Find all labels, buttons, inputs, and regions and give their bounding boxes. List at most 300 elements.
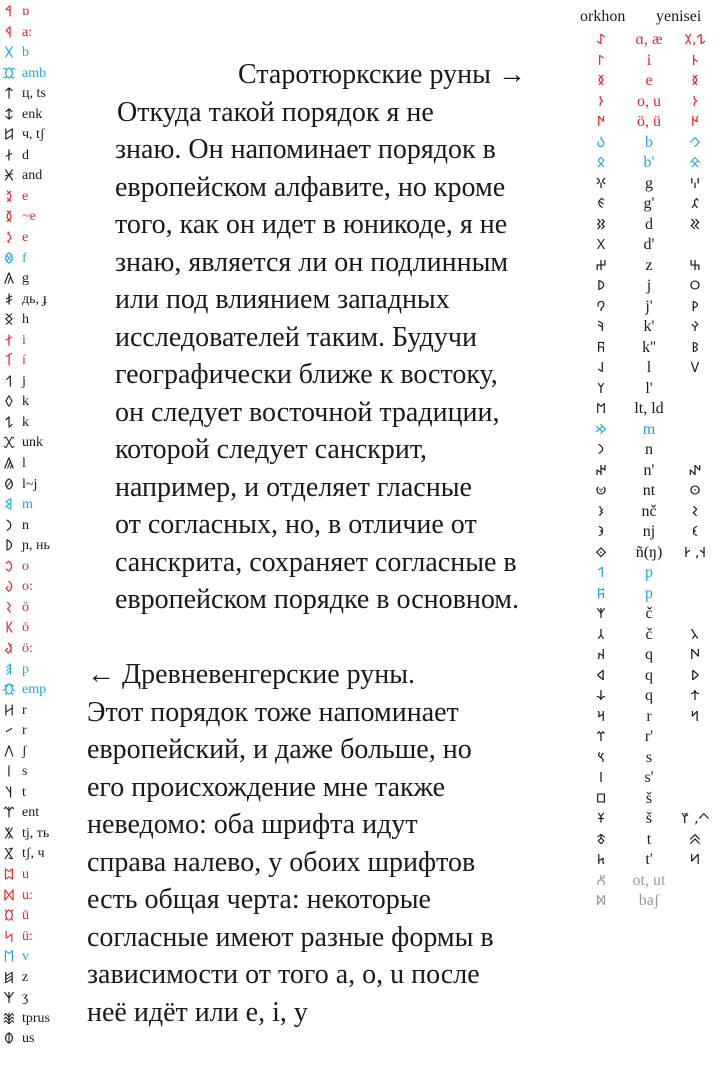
- rune-value: q: [645, 666, 653, 684]
- yenisei-glyph: 𐱄: [689, 831, 701, 848]
- yenisei-glyph: 𐱀, 𐱂: [680, 811, 710, 827]
- list-item: [2, 783, 92, 804]
- yenisei-glyph: 𐰝: [691, 339, 699, 356]
- orkhon-glyph: 𐰿: [595, 790, 607, 807]
- table-row: [580, 830, 720, 851]
- table-row: [580, 440, 720, 461]
- rune-value: ö: [22, 620, 29, 636]
- rune-value: nj: [642, 523, 656, 540]
- orkhon-glyph: 𐰅: [597, 73, 605, 89]
- yenisei-glyph: 𐰹: [690, 688, 700, 704]
- table-row: [580, 317, 720, 338]
- rune-value: r: [646, 707, 652, 725]
- old-hungarian-rune-list: [2, 2, 92, 1050]
- text-line: справа налево, у обоих шрифтов: [87, 846, 476, 878]
- list-item: [2, 290, 92, 311]
- rune-value: q: [645, 646, 653, 663]
- rune-value: and: [22, 168, 43, 184]
- table-row: [580, 584, 720, 605]
- orkhon-header: orkhon: [580, 8, 626, 25]
- orkhon-glyph: 𐰞: [597, 360, 605, 376]
- orkhon-glyph: 𐰍: [595, 175, 607, 192]
- yenisei-glyph: 𐰈: [690, 114, 700, 130]
- table-row: [580, 153, 720, 174]
- rune-value: t': [645, 851, 653, 868]
- orkhon-glyph: 𐰑: [596, 216, 606, 233]
- yenisei-glyph: 𐰥: [688, 462, 702, 479]
- rune-value: o:: [22, 579, 33, 595]
- orkhon-glyph: 𐰸: [596, 688, 606, 704]
- rune-value: lt, ld: [634, 400, 664, 417]
- yenisei-glyph: 𐰎: [689, 175, 701, 192]
- text-line: европейском алфавите, но кроме: [115, 171, 506, 203]
- orkhon-glyph: 𐰀: [596, 32, 606, 48]
- list-item: [2, 125, 92, 146]
- rune-glyph: 𐲔: [5, 414, 13, 430]
- rune-value: p: [22, 661, 29, 677]
- text-line: ← Древневенгерские руны.: [87, 659, 416, 690]
- yenisei-glyph: 𐰆: [692, 93, 698, 110]
- rune-value: e: [645, 72, 653, 89]
- orkhon-glyph: 𐰾: [598, 770, 604, 786]
- rune-value: u: [22, 866, 29, 882]
- rune-value: n: [645, 441, 653, 458]
- rune-glyph: 𐲈: [4, 168, 14, 184]
- orkhon-glyph: 𐰋: [596, 155, 606, 171]
- paragraph-hungarian: [87, 656, 570, 1031]
- rune-value: l~j: [22, 476, 38, 492]
- rune-glyph: 𐲤: [4, 743, 14, 759]
- rune-value: g: [22, 271, 29, 287]
- table-row: [580, 522, 720, 543]
- orkhon-glyph: 𐰺: [596, 708, 606, 725]
- table-row: [580, 174, 720, 195]
- rune-value: ~e: [22, 209, 36, 225]
- rune-value: unk: [22, 435, 43, 451]
- rune-glyph: 𐲄: [4, 86, 14, 102]
- rune-value: j: [646, 277, 652, 294]
- yenisei-glyph: 𐰗: [689, 278, 701, 294]
- list-item: [2, 947, 92, 968]
- rune-value: p: [645, 564, 653, 581]
- rune-value: k'': [642, 338, 656, 356]
- list-item: [2, 988, 92, 1009]
- rune-glyph: 𐲉: [5, 188, 13, 204]
- rune-value: í: [22, 353, 26, 369]
- table-row: [580, 399, 720, 420]
- rune-glyph: 𐲙: [5, 517, 13, 533]
- orkhon-glyph: 𐰖: [596, 278, 606, 294]
- list-item: [2, 433, 92, 454]
- yenisei-glyph: 𐰻: [690, 708, 700, 725]
- list-item: [2, 824, 92, 845]
- yenisei-glyph: 𐰳: [691, 626, 699, 643]
- orkhon-glyph: 𐰡: [595, 401, 607, 417]
- title-old-turkic: Старотюркские руны →: [238, 59, 526, 90]
- rune-value: d: [645, 215, 653, 233]
- rune-value: nt: [642, 482, 656, 499]
- text-line: например, и отделяет гласные: [115, 471, 472, 503]
- list-item: [2, 742, 92, 763]
- paragraph-turkic: [115, 56, 570, 619]
- list-item: [2, 762, 92, 783]
- list-item: [2, 166, 92, 187]
- text-line: исследователей таким. Будучи: [115, 321, 477, 353]
- yenisei-glyph: 𐰧: [689, 483, 701, 499]
- list-item: [2, 598, 92, 619]
- rune-value: f: [22, 250, 27, 266]
- rune-value: r: [22, 723, 27, 739]
- rune-value: o: [22, 558, 29, 574]
- rune-glyph: 𐲟: [4, 640, 14, 656]
- rune-value: d': [643, 236, 655, 253]
- rune-glyph: 𐲩: [4, 846, 14, 862]
- orkhon-glyph: 𐰽: [597, 749, 605, 766]
- rune-value: ɑ, æ: [635, 31, 663, 48]
- rune-value: k': [643, 318, 655, 335]
- text-line: которой следует санскрит,: [115, 434, 427, 465]
- table-row: [580, 256, 720, 277]
- table-row: [580, 30, 720, 51]
- rune-value: ʒ: [22, 990, 29, 1006]
- orkhon-glyph: 𐰃: [597, 52, 605, 69]
- rune-value: č: [645, 605, 653, 622]
- list-item: [2, 844, 92, 865]
- table-row: [580, 215, 720, 236]
- table-row: [580, 563, 720, 584]
- rune-value: č: [645, 625, 653, 643]
- rune-value: emp: [22, 682, 47, 698]
- yenisei-glyph: 𐰷: [690, 667, 700, 684]
- rune-glyph: 𐲆: [3, 127, 15, 143]
- text-line: знаю. Он напоминает порядок в: [115, 134, 496, 165]
- rune-value: m: [22, 497, 33, 513]
- table-rows: [580, 30, 720, 912]
- orkhon-glyph: 𐰘: [596, 298, 606, 315]
- rune-glyph: 𐲛: [4, 558, 14, 574]
- orkhon-glyph: 𐰨: [598, 503, 604, 520]
- table-row: [580, 645, 720, 666]
- text-line: неведомо: оба шрифта идут: [87, 809, 418, 840]
- rune-value: k: [22, 394, 29, 410]
- list-item: [2, 84, 92, 105]
- table-row: [580, 51, 720, 72]
- table-row: [580, 625, 720, 646]
- text-line: зависимости от того a, o, u после: [87, 959, 480, 990]
- rune-glyph: 𐲑: [4, 353, 14, 369]
- rune-value: p: [645, 584, 653, 602]
- orkhon-glyph: 𐰼: [596, 729, 606, 745]
- orkhon-glyph: 𐰚: [597, 319, 605, 335]
- yenisei-glyph: 𐰒: [690, 216, 700, 233]
- rune-value: h: [22, 312, 29, 328]
- list-item: [2, 146, 92, 167]
- rune-value: ö: [22, 599, 29, 615]
- list-item: [2, 1029, 92, 1050]
- list-item: [2, 249, 92, 270]
- list-item: [2, 906, 92, 927]
- yenisei-glyph: 𐰄: [691, 52, 699, 69]
- rune-value: tprus: [22, 1010, 50, 1026]
- rune-value: дь, ɟ: [22, 291, 48, 307]
- list-item: [2, 43, 92, 64]
- table-row: [580, 871, 720, 892]
- rune-glyph: 𐲮: [3, 949, 15, 965]
- rune-value: l: [646, 359, 652, 376]
- text-line: того, как он идет в юникоде, я не: [115, 209, 508, 240]
- yenisei-glyph: 𐰕: [689, 257, 701, 274]
- rune-value: n: [22, 517, 29, 533]
- text-line: есть общая черта: некоторые: [87, 884, 431, 915]
- rune-glyph: 𐲊: [5, 209, 13, 225]
- rune-value: us: [22, 1031, 35, 1047]
- rune-glyph: 𐲣: [5, 723, 13, 739]
- yenisei-glyph: 𐰐: [691, 196, 699, 212]
- rune-glyph: 𐲬: [4, 908, 14, 924]
- rune-value: enk: [22, 106, 43, 122]
- rune-glyph: 𐲲: [4, 1031, 14, 1047]
- rune-glyph: 𐲰: [3, 990, 15, 1006]
- rune-value: ʃ: [22, 743, 27, 759]
- rune-value: ent: [22, 805, 40, 821]
- rune-glyph: 𐲒: [5, 373, 13, 389]
- list-item: [2, 207, 92, 228]
- rune-glyph: 𐲕: [3, 435, 15, 451]
- rune-value: š: [645, 789, 653, 807]
- list-item: [2, 310, 92, 331]
- table-row: [580, 276, 720, 297]
- yenisei-glyph: 𐰫: [692, 524, 698, 540]
- yenisei-glyph: 𐰊: [689, 134, 701, 151]
- orkhon-glyph: 𐰦: [595, 483, 607, 499]
- text-line: он следует восточной традиции,: [115, 396, 500, 428]
- text-line: неё идёт или e, i, y: [87, 996, 308, 1028]
- list-item: [2, 1009, 92, 1030]
- rune-value: ot, ut: [632, 871, 666, 889]
- rune-glyph: 𐲓: [4, 394, 14, 410]
- list-item: [2, 660, 92, 681]
- rune-value: z: [22, 969, 29, 985]
- rune-value: b': [643, 154, 655, 171]
- table-row: [580, 235, 720, 256]
- orkhon-glyph: 𐰠: [597, 380, 605, 397]
- rune-glyph: 𐲚: [4, 538, 14, 554]
- yenisei-glyph: 𐰩: [691, 503, 699, 520]
- rune-value: s: [22, 764, 28, 780]
- text-line: или под влиянием западных: [115, 284, 450, 315]
- orkhon-glyph: 𐰔: [595, 257, 607, 274]
- rune-value: s: [645, 748, 653, 766]
- table-row: [580, 502, 720, 523]
- list-item: [2, 618, 92, 639]
- rune-glyph: 𐲋: [5, 230, 13, 246]
- rune-glyph: 𐲦: [5, 784, 13, 800]
- table-row: [580, 604, 720, 625]
- rune-value: g: [645, 174, 653, 192]
- list-item: [2, 639, 92, 660]
- text-line: европейском порядке в основном.: [115, 584, 520, 615]
- rune-value: d: [22, 147, 29, 163]
- yenisei-glyph: 𐰭, 𐰮: [683, 544, 707, 561]
- orkhon-glyph: 𐰣: [597, 442, 605, 458]
- explanation-text: [87, 56, 570, 1031]
- rune-glyph: 𐲝: [5, 599, 13, 615]
- text-line: Этот порядок тоже напоминает: [87, 696, 459, 728]
- table-row: [580, 666, 720, 687]
- orkhon-glyph: 𐰇: [596, 114, 606, 130]
- list-item: [2, 886, 92, 907]
- rune-glyph: 𐲞: [4, 620, 14, 636]
- rune-glyph: 𐲧: [3, 805, 15, 821]
- rune-value: tj, ть: [22, 825, 50, 841]
- table-row: [580, 338, 720, 359]
- list-item: [2, 228, 92, 249]
- text-line: его происхождение мне также: [87, 771, 446, 803]
- list-item: [2, 331, 92, 352]
- orkhon-glyph: 𐰪: [598, 524, 604, 540]
- rune-glyph: 𐲭: [3, 928, 15, 944]
- list-item: [2, 23, 92, 44]
- text-line: от согласных, но, в отличие от: [115, 509, 477, 540]
- orkhon-glyph: 𐱇: [596, 872, 606, 889]
- orkhon-glyph: 𐰰: [596, 585, 606, 602]
- list-item: [2, 351, 92, 372]
- rune-value: m: [642, 420, 656, 438]
- list-item: [2, 680, 92, 701]
- rune-value: baʃ: [638, 892, 660, 909]
- table-row: [580, 686, 720, 707]
- rune-glyph: 𐲜: [4, 579, 14, 595]
- yenisei-glyph: 𐰙: [691, 298, 699, 315]
- rune-value: i: [646, 51, 652, 69]
- list-item: [2, 475, 92, 496]
- text-line: географически ближе к востоку,: [115, 359, 498, 390]
- rune-glyph: 𐲍: [3, 271, 15, 287]
- table-row: [580, 420, 720, 441]
- table-row: [580, 789, 720, 810]
- rune-value: k: [22, 414, 29, 430]
- list-item: [2, 557, 92, 578]
- list-item: [2, 187, 92, 208]
- table-row: [580, 379, 720, 400]
- table-row: [580, 727, 720, 748]
- rune-glyph: 𐲨: [4, 825, 14, 841]
- table-row: [580, 461, 720, 482]
- list-item: [2, 105, 92, 126]
- text-line: европейский, и даже больше, но: [87, 734, 472, 765]
- rune-value: r: [22, 702, 27, 718]
- list-item: [2, 927, 92, 948]
- rune-value: t: [22, 784, 26, 800]
- rune-value: nč: [641, 502, 657, 520]
- orkhon-glyph: 𐰜: [596, 339, 606, 356]
- table-row: [580, 112, 720, 133]
- rune-value: ñ(ŋ): [635, 543, 663, 561]
- rune-value: n': [643, 461, 655, 479]
- rune-value: ü: [22, 908, 29, 924]
- yenisei-glyph: 𐰛: [691, 319, 699, 335]
- rune-glyph: 𐲠: [5, 661, 13, 677]
- rune-glyph: 𐲃: [2, 65, 16, 81]
- rune-value: tʃ, ч: [22, 846, 45, 862]
- orkhon-glyph: 𐰢: [595, 421, 607, 438]
- rune-value: ɒ: [22, 4, 30, 19]
- rune-glyph: 𐲇: [4, 147, 14, 163]
- rune-value: q: [645, 687, 653, 704]
- rune-value: a:: [22, 24, 33, 40]
- rune-value: ч, tʃ: [22, 127, 45, 143]
- rune-glyph: 𐲖: [3, 456, 15, 472]
- yenisei-glyph: 𐰟: [690, 360, 700, 376]
- table-row: [580, 809, 720, 830]
- rune-value: s': [644, 769, 654, 786]
- rune-value: ö:: [22, 640, 33, 656]
- rune-value: ü:: [22, 928, 33, 944]
- yenisei-header: yenisei: [656, 8, 702, 25]
- list-item: [2, 536, 92, 557]
- rune-value: j: [22, 373, 26, 389]
- list-item: [2, 721, 92, 742]
- rune-glyph: 𐲗: [4, 476, 14, 492]
- table-row: [580, 92, 720, 113]
- table-row: [580, 748, 720, 769]
- rune-glyph: 𐲘: [4, 497, 14, 513]
- orkhon-glyph: 𐰬: [595, 544, 607, 561]
- orkhon-glyph: 𐰲: [597, 626, 605, 643]
- orkhon-glyph: 𐰉: [596, 134, 606, 151]
- table-row: [580, 850, 720, 871]
- list-item: [2, 516, 92, 537]
- orkhon-glyph: 𐱁: [596, 811, 605, 827]
- rune-glyph: 𐲁: [5, 24, 13, 40]
- text-line: Откуда такой порядок я не: [117, 96, 434, 128]
- rune-glyph: 𐲡: [2, 682, 16, 698]
- rune-value: ö, ü: [637, 113, 661, 130]
- list-item: [2, 803, 92, 824]
- orkhon-glyph: 𐱃: [596, 831, 606, 848]
- orkhon-glyph: 𐰤: [595, 462, 607, 479]
- rune-glyph: 𐲂: [4, 45, 14, 61]
- table-row: [580, 543, 720, 564]
- rune-value: o, u: [637, 92, 661, 110]
- list-item: [2, 701, 92, 722]
- rune-glyph: 𐲯: [3, 969, 15, 985]
- list-item: [2, 2, 92, 23]
- para2-lines: [87, 656, 570, 1031]
- rune-glyph: 𐲐: [4, 332, 14, 348]
- table-row: [580, 481, 720, 502]
- rune-value: l: [22, 456, 26, 472]
- yenisei-glyph: 𐰁,𐰂: [684, 32, 706, 48]
- text-line: согласные имеют разные формы в: [87, 921, 494, 953]
- list-item: [2, 454, 92, 475]
- table-row: [580, 297, 720, 318]
- rune-value: l': [645, 379, 653, 397]
- orkhon-glyph: 𐰯: [597, 565, 605, 581]
- rune-value: amb: [22, 65, 47, 81]
- old-turkic-rune-table: [580, 8, 720, 909]
- yenisei-glyph: 𐰅: [691, 73, 699, 89]
- rune-glyph: 𐲥: [6, 764, 12, 780]
- list-item: [2, 392, 92, 413]
- para1-lines: [115, 94, 570, 619]
- rune-value: e: [22, 188, 29, 204]
- rune-value: v: [22, 949, 29, 965]
- list-item: [2, 968, 92, 989]
- table-header: [580, 8, 720, 30]
- rune-value: ц, ts: [22, 86, 46, 102]
- yenisei-glyph: 𐱆: [689, 852, 701, 868]
